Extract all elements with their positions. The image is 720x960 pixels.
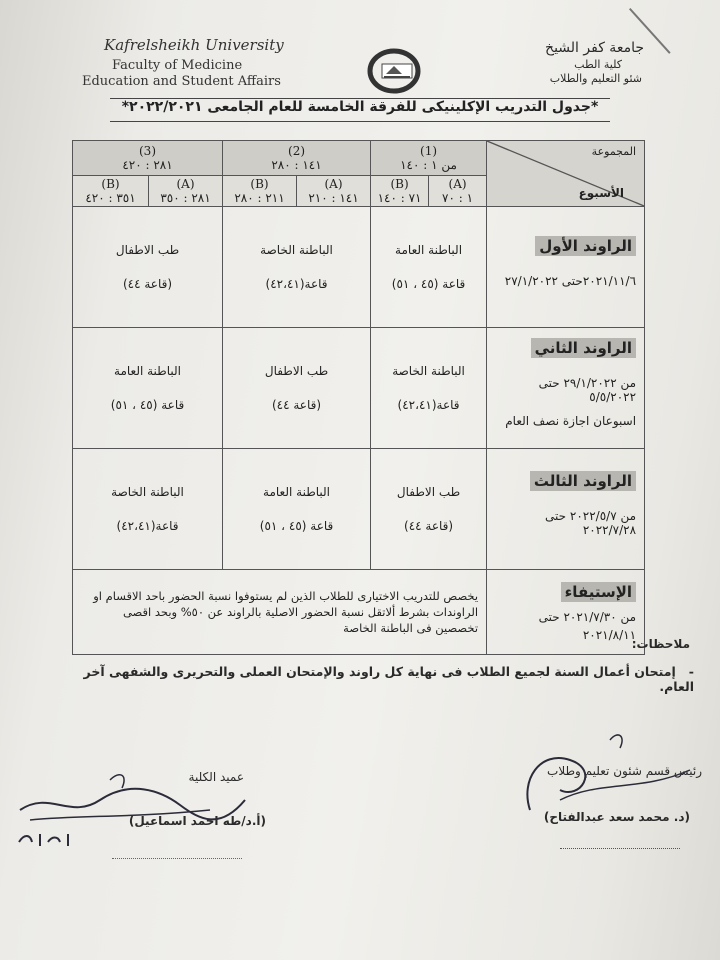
office-name-ar: شئو التعليم والطلاب bbox=[549, 72, 642, 85]
group-3b-header bbox=[73, 176, 149, 207]
subject: الباطنة الخاصة bbox=[392, 364, 465, 378]
group-2b-header bbox=[223, 176, 297, 207]
university-name-en: Kafrelsheikh University bbox=[104, 36, 284, 54]
round-3-group-3-cell bbox=[73, 449, 223, 570]
round-2-group-3-cell bbox=[73, 328, 223, 449]
round-dates: ٢٠٢١/١١/٦حتى ٢٧/١/٢٠٢٢ bbox=[504, 274, 637, 288]
room: قاعة (٤٥ ، ٥١) bbox=[391, 277, 466, 291]
faculty-name-ar: كلية الطب bbox=[574, 58, 622, 71]
subject: طب الاطفال bbox=[396, 485, 461, 499]
stamp-fragment bbox=[560, 848, 680, 849]
faculty-name-en: Faculty of Medicine bbox=[112, 58, 243, 73]
group-1-range: من ١ : ١٤٠ bbox=[400, 158, 457, 172]
bullet-dash: - bbox=[675, 664, 694, 679]
table-row-round-1 bbox=[73, 207, 645, 328]
round-2-dates bbox=[487, 328, 645, 449]
group-2a-header bbox=[297, 176, 371, 207]
group-3-header bbox=[73, 141, 223, 176]
sub-label: (A) bbox=[176, 177, 195, 191]
table-row-makeup bbox=[73, 570, 645, 655]
notes-item-text: إمتحان أعمال السنة لجميع الطلاب فى نهاية كل راوند والإمتحان العملى والتحريرى والشفهى آخر العام. bbox=[83, 664, 694, 694]
round-1-dates bbox=[487, 207, 645, 328]
corner-group-label: المجموعة bbox=[591, 145, 637, 158]
room: قاعة (٤٥ ، ٥١) bbox=[110, 398, 185, 412]
round-1-group-2-cell bbox=[223, 207, 371, 328]
round-1-group-3-cell bbox=[73, 207, 223, 328]
group-2-range: ١٤١ : ٢٨٠ bbox=[271, 158, 322, 172]
notes-item bbox=[54, 664, 694, 694]
room: قاعة(٤٢،٤١) bbox=[265, 277, 328, 291]
sub-label: (B) bbox=[101, 177, 120, 191]
group-1-number: (1) bbox=[420, 144, 438, 158]
sub-label: (B) bbox=[250, 177, 269, 191]
dean-name: (أ.د/طه احمد اسماعيل) bbox=[128, 814, 266, 828]
affairs-head-name: (د. محمد سعد عبدالفتاح) bbox=[543, 810, 690, 824]
round-note: اسبوعان اجازة نصف العام bbox=[505, 414, 637, 428]
room: قاعة(٤٢،٤١) bbox=[397, 398, 460, 412]
sub-range: ١ : ٧٠ bbox=[442, 191, 474, 205]
sub-label: (A) bbox=[324, 177, 343, 191]
round-dates: من ٢٩/١/٢٠٢٢ حتى ٥/٥/٢٠٢٢ bbox=[538, 376, 637, 404]
university-logo-icon bbox=[364, 44, 426, 98]
room: (قاعة ٤٤) bbox=[271, 398, 322, 412]
sub-label: (A) bbox=[448, 177, 467, 191]
makeup-dates bbox=[487, 570, 645, 655]
round-2-group-1-cell bbox=[371, 328, 487, 449]
subject: الباطنة العامة bbox=[395, 243, 463, 257]
sub-range: ٢١١ : ٢٨٠ bbox=[234, 191, 285, 205]
subject: الباطنة العامة bbox=[263, 485, 331, 499]
round-3-dates bbox=[487, 449, 645, 570]
round-name: الراوند الثاني bbox=[531, 338, 636, 358]
table-row-round-2 bbox=[73, 328, 645, 449]
notes-heading: ملاحظات: bbox=[631, 637, 690, 651]
sub-label: (B) bbox=[390, 177, 409, 191]
room: قاعة (٤٥ ، ٥١) bbox=[259, 519, 334, 533]
room: قاعة(٤٢،٤١) bbox=[116, 519, 179, 533]
sub-range: ٢٨١ : ٣٥٠ bbox=[160, 191, 211, 205]
document-title: *جدول التدريب الإكلينيكى للفرقة الخامسة للعام الجامعى ٢٠٢٢/٢٠٢١* bbox=[121, 99, 599, 115]
room: (قاعة ٤٤) bbox=[122, 277, 173, 291]
round-2-group-2-cell bbox=[223, 328, 371, 449]
group-3a-header bbox=[149, 176, 223, 207]
round-dates: من ٢٠٢٢/٥/٧ حتى ٢٠٢٢/٧/٢٨ bbox=[545, 509, 637, 537]
makeup-name: الإستيفاء bbox=[561, 582, 636, 602]
title-block bbox=[110, 92, 610, 122]
group-3-number: (3) bbox=[139, 144, 156, 158]
round-name: الراوند الثالث bbox=[530, 471, 636, 491]
subject: الباطنة الخاصة bbox=[111, 485, 184, 499]
group-1-header bbox=[371, 141, 487, 176]
corner-week-label: الأسبوع bbox=[578, 186, 625, 200]
makeup-date-end: ٢٠٢١/٨/١١ bbox=[582, 628, 637, 642]
sub-range: ١٤١ : ٢١٠ bbox=[308, 191, 359, 205]
group-1a-header bbox=[429, 176, 487, 207]
makeup-date-start: من ٢٠٢١/٧/٣٠ حتى bbox=[538, 610, 637, 624]
room: (قاعة ٤٤) bbox=[404, 519, 454, 533]
subject: طب الاطفال bbox=[115, 243, 180, 257]
round-name: الراوند الأول bbox=[535, 236, 636, 256]
round-3-group-2-cell bbox=[223, 449, 371, 570]
round-1-group-1-cell bbox=[371, 207, 487, 328]
group-1b-header bbox=[371, 176, 429, 207]
stamp-fragment-left bbox=[112, 858, 242, 859]
subject: الباطنة العامة bbox=[114, 364, 181, 378]
subject: طب الاطفال bbox=[264, 364, 329, 378]
affairs-head-title: رئيس قسم شئون تعليم وطلاب bbox=[547, 764, 702, 778]
handwritten-date bbox=[14, 828, 84, 852]
group-2-number: (2) bbox=[288, 144, 306, 158]
table-row-round-3 bbox=[73, 449, 645, 570]
office-name-en: Education and Student Affairs bbox=[82, 74, 281, 89]
dean-title: عميد الكلية bbox=[188, 770, 244, 784]
sub-range: ٧١ : ١٤٠ bbox=[377, 191, 422, 205]
group-3-range: ٢٨١ : ٤٢٠ bbox=[122, 158, 173, 172]
schedule-table bbox=[72, 140, 645, 655]
university-name-ar: جامعة كفر الشيخ bbox=[545, 40, 644, 56]
group-2-header bbox=[223, 141, 371, 176]
round-3-group-1-cell bbox=[371, 449, 487, 570]
corner-header bbox=[487, 141, 645, 207]
subject: الباطنة الخاصة bbox=[260, 243, 333, 257]
makeup-description: يخصص للتدريب الاختيارى للطلاب الذين لم يستوفوا نسبة الحضور باحد الاقسام او الراوندات بشرط ألاتقل نسبة الحضور الاصلية بالراوند عن ٥٠% وبحد اقصى تخصصين فى الباطنة الخاصة bbox=[73, 570, 487, 655]
affairs-head-signature bbox=[500, 720, 700, 830]
sub-range: ٣٥١ : ٤٢٠ bbox=[85, 191, 136, 205]
